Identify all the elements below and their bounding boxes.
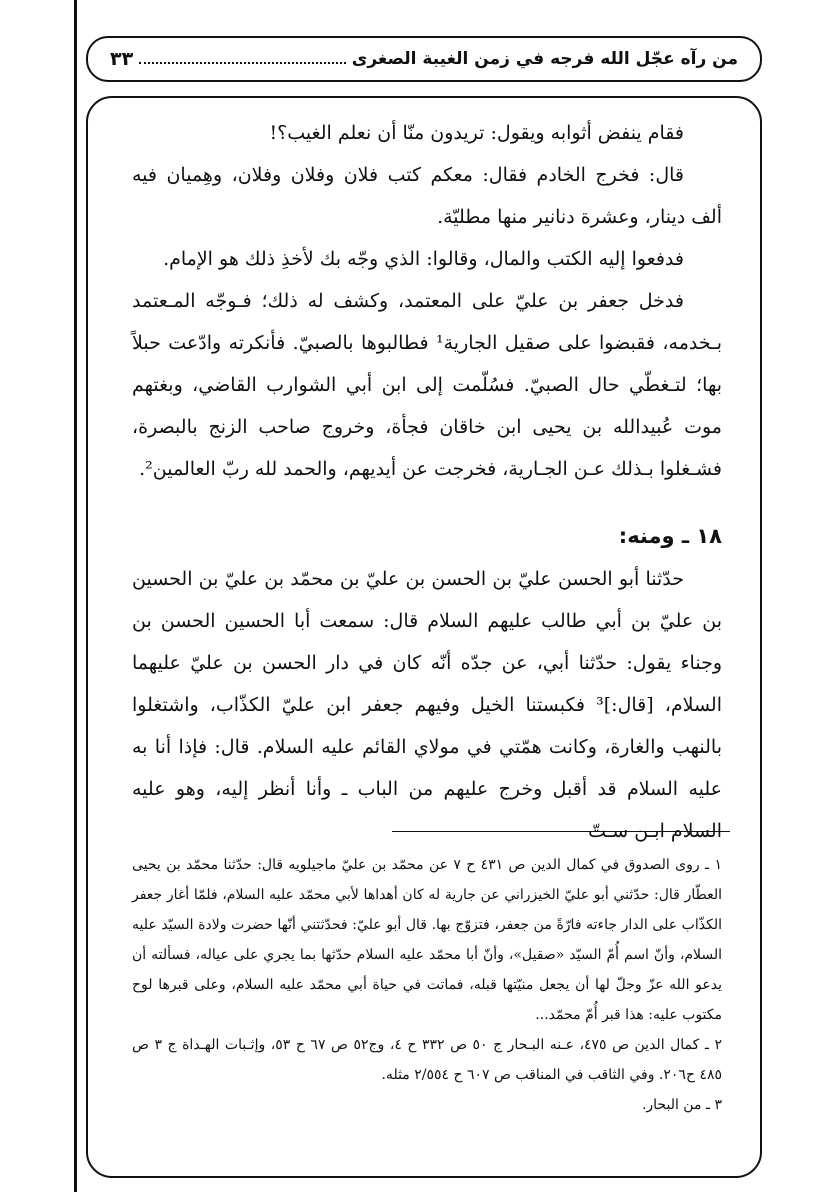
paragraph-1: فقام ينفض أثوابه ويقول: تريدون منّا أن نعلم الغيب؟! — [269, 122, 684, 144]
footnote-separator — [392, 831, 730, 832]
paragraph-4: فدخل جعفر بن عليّ على المعتمد، وكشف له ذلك؛ فـوجّه المـعتمد بـخدمه، فقبضوا على صقيل الجارية¹ فطالبوها بالصبيّ. فأنكرته وادّعت حبلاً بها؛ لتـغطّي حال الصبيّ. فسُلّمت إلى ابن أبي الشوارب القاضي، وبغتهم موت عُبيدالله بن يحيى ابن خاقان فجأة، وخروج صاحب الزنج بالبصرة، فشـغلوا بـذلك عـن الجـارية، فخرجت عن أيديهم، والحمد لله ربّ العالمين². — [132, 290, 722, 480]
section-paragraph: حدّثنا أبو الحسن عليّ بن الحسن بن عليّ بن محمّد بن عليّ بن الحسين بن عليّ بن أبي طالب عليهم السلام قال: سمعت أبا الحسين الحسن بن وجناء يقول: حدّثنا أبي، عن جدّه أنّه كان في دار الحسن بن عليّ عليهما السلام، [قال:]³ فكبستنا الخيل وفيهم جعفر ابن عليّ الكذّاب، واشتغلوا بالنهب والغارة، وكانت همّتي في مولاي القائم عليه السلام. قال: فإذا أنا به عليه السلام قد أقبل وخرج عليهم من الباب ـ وأنا أنظر إليه، وهو عليه السلام ابـن سـتّ — [132, 568, 722, 842]
page-spine-line — [74, 0, 77, 1192]
footnote-2: ٢ ـ كمال الدين ص ٤٧٥، عـنه البـحار ج ٥٠ ص ٣٣٢ ح ٤، وج٥٢ ص ٦٧ ح ٥٣، وإثـبات الهـداة ج ٣ ص ٤٨٥ ح٢٠٦. وفي الثاقب في المناقب ص ٦٠٧ ح ٢/٥٥٤ مثله. — [132, 1037, 722, 1083]
page-number: ٣٣ — [110, 48, 134, 70]
section-heading: ١٨ ـ ومنه: — [618, 524, 722, 548]
footnotes — [132, 850, 722, 1120]
paragraph-2: قال: فخرج الخادم فقال: معكم كتب فلان وفلان وفلان، وهِميان فيه ألف دينار، وعشرة دنانير منها مطليّة. — [132, 164, 722, 228]
dotted-leader — [139, 62, 346, 64]
paragraph-3: فدفعوا إليه الكتب والمال، وقالوا: الذي وجّه بك لأخذِ ذلك هو الإمام. — [163, 248, 684, 270]
footnote-3: ٣ ـ من البحار. — [641, 1097, 722, 1113]
footnote-1: ١ ـ روى الصدوق في كمال الدين ص ٤٣١ ح ٧ عن محمّد بن عليّ ماجيلويه قال: حدّثنا محمّد بن يحيى العطّار قال: حدّثني أبو عليّ الخيزراني عن جارية له كان أهداها لأبي محمّد عليه السلام، فلمّا أغار جعفر الكذّاب على الدار جاءته فارّةً من جعفر، فتزوّج بها. قال أبو عليّ: فحدّثتني أنّها حضرت ولادة السيّد عليه السلام، وأنّ اسم أُمّ السيّد «صقيل»، وأنّ أبا محمّد عليه السلام حدّثها بما يجري على عياله، فسألته أن يدعو الله عزّ وجلّ لها أن يجعل منيّتها قبله، فماتت في حياة أبي محمّد عليه السلام، وعلى قبرها لوح مكتوب عليه: هذا قبر أُمّ محمّد... — [132, 857, 722, 1023]
main-text-frame — [86, 96, 762, 1178]
running-head-title: من رآه عجّل الله فرجه في زمن الغيبة الصغرى — [351, 49, 738, 69]
running-header — [86, 36, 762, 82]
